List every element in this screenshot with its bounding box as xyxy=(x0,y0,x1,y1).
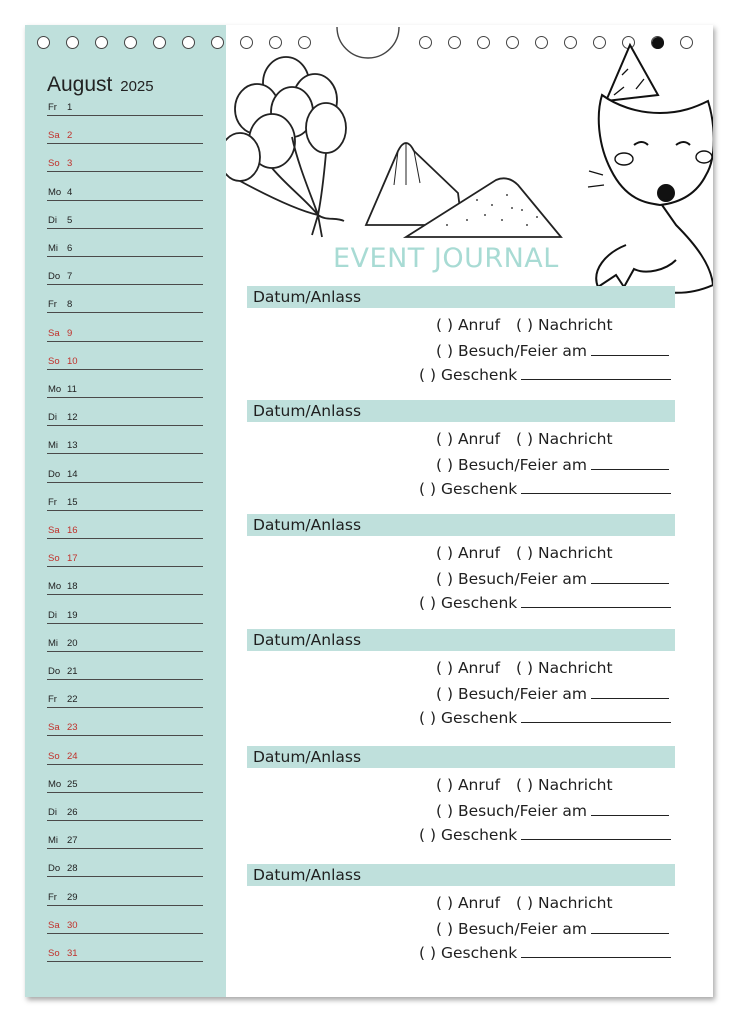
weekday: Do xyxy=(48,468,61,480)
day-number: 24 xyxy=(67,750,78,762)
day-row xyxy=(47,342,203,370)
day-number: 4 xyxy=(67,186,73,198)
day-row xyxy=(47,201,203,229)
month-name: August xyxy=(47,73,113,96)
journal-entry xyxy=(247,400,675,498)
binding-hole-icon xyxy=(153,36,166,49)
entry-heading: Datum/Anlass xyxy=(247,286,675,308)
visit-line xyxy=(436,340,669,360)
visit-option[interactable]: ( ) Besuch/Feier am xyxy=(436,570,587,588)
day-number: 23 xyxy=(67,722,78,734)
day-number: 18 xyxy=(67,581,78,593)
day-number: 26 xyxy=(67,807,78,818)
day-number: 20 xyxy=(67,637,78,649)
day-number: 1 xyxy=(67,102,73,113)
weekday: Mo xyxy=(48,186,62,198)
day-row xyxy=(47,567,203,595)
day-number: 6 xyxy=(67,243,73,254)
gift-blank[interactable] xyxy=(521,364,671,380)
gift-blank[interactable] xyxy=(521,478,671,494)
day-number: 10 xyxy=(67,355,78,367)
day-number: 15 xyxy=(67,496,78,508)
journal-entry xyxy=(247,864,675,962)
visit-option[interactable]: ( ) Besuch/Feier am xyxy=(436,456,587,474)
gift-line xyxy=(419,707,671,727)
weekday: So xyxy=(48,553,60,565)
binding-hole-icon xyxy=(37,36,50,49)
gift-option[interactable]: ( ) Geschenk xyxy=(419,944,518,962)
weekday: Mo xyxy=(48,384,62,395)
visit-line xyxy=(436,568,669,588)
visit-option[interactable]: ( ) Besuch/Feier am xyxy=(436,802,587,820)
contact-options xyxy=(436,430,613,448)
day-row xyxy=(47,652,203,680)
journal-entry xyxy=(247,514,675,612)
call-option[interactable]: ( ) Anruf xyxy=(436,544,501,562)
binding-hole-icon xyxy=(95,36,108,49)
journal-entry xyxy=(247,746,675,844)
day-number: 8 xyxy=(67,299,73,311)
day-number: 25 xyxy=(67,778,78,790)
day-row xyxy=(47,88,203,116)
balloons-icon xyxy=(226,57,346,237)
gift-option[interactable]: ( ) Geschenk xyxy=(419,366,518,384)
message-option[interactable]: ( ) Nachricht xyxy=(516,659,613,677)
day-number: 2 xyxy=(67,130,73,142)
gift-line xyxy=(419,824,671,844)
weekday: Mi xyxy=(48,440,59,452)
weekday: Do xyxy=(48,271,61,283)
day-row xyxy=(47,314,203,342)
visit-date-blank[interactable] xyxy=(591,454,669,470)
visit-date-blank[interactable] xyxy=(591,568,669,584)
day-row xyxy=(47,229,203,257)
day-row xyxy=(47,624,203,652)
day-row xyxy=(47,370,203,398)
weekday: Fr xyxy=(48,102,57,113)
day-row xyxy=(47,285,203,313)
weekday: So xyxy=(48,158,60,170)
visit-date-blank[interactable] xyxy=(591,800,669,816)
day-number: 19 xyxy=(67,609,78,621)
day-row xyxy=(47,398,203,426)
day-row xyxy=(47,821,203,849)
fox-icon xyxy=(588,38,713,293)
day-row xyxy=(47,849,203,877)
weekday: Sa xyxy=(48,327,60,339)
day-number: 30 xyxy=(67,919,78,931)
journal-entry xyxy=(247,629,675,727)
gift-line xyxy=(419,942,671,962)
entry-heading: Datum/Anlass xyxy=(247,746,675,768)
message-option[interactable]: ( ) Nachricht xyxy=(516,776,613,794)
day-number: 27 xyxy=(67,835,78,847)
contact-options xyxy=(436,659,613,677)
gift-line xyxy=(419,478,671,498)
visit-option[interactable]: ( ) Besuch/Feier am xyxy=(436,342,587,360)
weekday: Sa xyxy=(48,722,60,734)
call-option[interactable]: ( ) Anruf xyxy=(436,776,501,794)
date-sidebar xyxy=(25,25,226,997)
visit-option[interactable]: ( ) Besuch/Feier am xyxy=(436,920,587,938)
contact-options xyxy=(436,316,613,334)
gift-blank[interactable] xyxy=(521,592,671,608)
contact-options xyxy=(436,894,613,912)
gift-option[interactable]: ( ) Geschenk xyxy=(419,826,518,844)
day-row xyxy=(47,426,203,454)
visit-line xyxy=(436,454,669,474)
call-option[interactable]: ( ) Anruf xyxy=(436,316,501,334)
day-row xyxy=(47,680,203,708)
weekday: Mo xyxy=(48,778,62,790)
gift-blank[interactable] xyxy=(521,824,671,840)
day-number: 17 xyxy=(67,553,78,565)
call-option[interactable]: ( ) Anruf xyxy=(436,894,501,912)
day-row xyxy=(47,539,203,567)
day-row xyxy=(47,483,203,511)
day-number: 28 xyxy=(67,863,78,875)
day-row xyxy=(47,878,203,906)
message-option[interactable]: ( ) Nachricht xyxy=(516,894,613,912)
weekday: Di xyxy=(48,412,57,424)
weekday: So xyxy=(48,948,60,959)
day-row xyxy=(47,455,203,483)
weekday: Do xyxy=(48,666,61,677)
message-option[interactable]: ( ) Nachricht xyxy=(516,316,613,334)
gift-line xyxy=(419,592,671,612)
gift-option[interactable]: ( ) Geschenk xyxy=(419,594,518,612)
binding-hole-icon xyxy=(124,36,137,49)
contact-options xyxy=(436,544,613,562)
weekday: Fr xyxy=(48,694,57,706)
day-row xyxy=(47,737,203,765)
weekday: So xyxy=(48,355,60,367)
entry-heading: Datum/Anlass xyxy=(247,514,675,536)
day-row xyxy=(47,934,203,962)
contact-options xyxy=(436,776,613,794)
day-row xyxy=(47,257,203,285)
weekday: Mo xyxy=(48,581,62,593)
journal-title: EVENT JOURNAL xyxy=(333,243,559,274)
weekday: So xyxy=(48,750,60,762)
calendar-page xyxy=(25,25,713,997)
entry-heading: Datum/Anlass xyxy=(247,864,675,886)
day-number: 31 xyxy=(67,948,78,959)
weekday: Mi xyxy=(48,835,59,847)
visit-line xyxy=(436,800,669,820)
day-row xyxy=(47,144,203,172)
day-number: 29 xyxy=(67,891,78,903)
year: 2025 xyxy=(120,78,154,95)
day-number: 9 xyxy=(67,327,73,339)
visit-line xyxy=(436,918,669,938)
weekday: Di xyxy=(48,807,57,818)
day-number: 3 xyxy=(67,158,73,170)
day-number: 21 xyxy=(67,666,78,677)
day-number: 12 xyxy=(67,412,78,424)
day-row xyxy=(47,116,203,144)
weekday: Di xyxy=(48,609,57,621)
day-row xyxy=(47,793,203,821)
binding-hole-icon xyxy=(66,36,79,49)
gift-line xyxy=(419,364,671,384)
day-number: 13 xyxy=(67,440,78,452)
day-number: 7 xyxy=(67,271,73,283)
journal-entry xyxy=(247,286,675,384)
binding-hole-icon xyxy=(182,36,195,49)
visit-date-blank[interactable] xyxy=(591,918,669,934)
day-number: 14 xyxy=(67,468,78,480)
visit-option[interactable]: ( ) Besuch/Feier am xyxy=(436,685,587,703)
weekday: Sa xyxy=(48,919,60,931)
gift-blank[interactable] xyxy=(521,707,671,723)
weekday: Mi xyxy=(48,637,59,649)
mountains-icon xyxy=(366,143,561,237)
day-row xyxy=(47,511,203,539)
call-option[interactable]: ( ) Anruf xyxy=(436,659,501,677)
binding-hole-icon xyxy=(211,36,224,49)
entry-heading: Datum/Anlass xyxy=(247,629,675,651)
gift-blank[interactable] xyxy=(521,942,671,958)
gift-option[interactable]: ( ) Geschenk xyxy=(419,709,518,727)
day-row xyxy=(47,596,203,624)
weekday: Fr xyxy=(48,891,57,903)
entry-heading: Datum/Anlass xyxy=(247,400,675,422)
message-option[interactable]: ( ) Nachricht xyxy=(516,544,613,562)
weekday: Di xyxy=(48,214,57,226)
day-number: 11 xyxy=(67,384,77,395)
weekday: Sa xyxy=(48,130,60,142)
weekday: Fr xyxy=(48,299,57,311)
weekday: Fr xyxy=(48,496,57,508)
gift-option[interactable]: ( ) Geschenk xyxy=(419,480,518,498)
day-row xyxy=(47,708,203,736)
weekday: Sa xyxy=(48,525,60,536)
day-row xyxy=(47,173,203,201)
message-option[interactable]: ( ) Nachricht xyxy=(516,430,613,448)
day-number: 5 xyxy=(67,214,73,226)
day-row xyxy=(47,906,203,934)
weekday: Mi xyxy=(48,243,59,254)
day-row xyxy=(47,765,203,793)
visit-line xyxy=(436,683,669,703)
visit-date-blank[interactable] xyxy=(591,340,669,356)
call-option[interactable]: ( ) Anruf xyxy=(436,430,501,448)
visit-date-blank[interactable] xyxy=(591,683,669,699)
weekday: Do xyxy=(48,863,61,875)
day-number: 22 xyxy=(67,694,78,706)
day-number: 16 xyxy=(67,525,78,536)
